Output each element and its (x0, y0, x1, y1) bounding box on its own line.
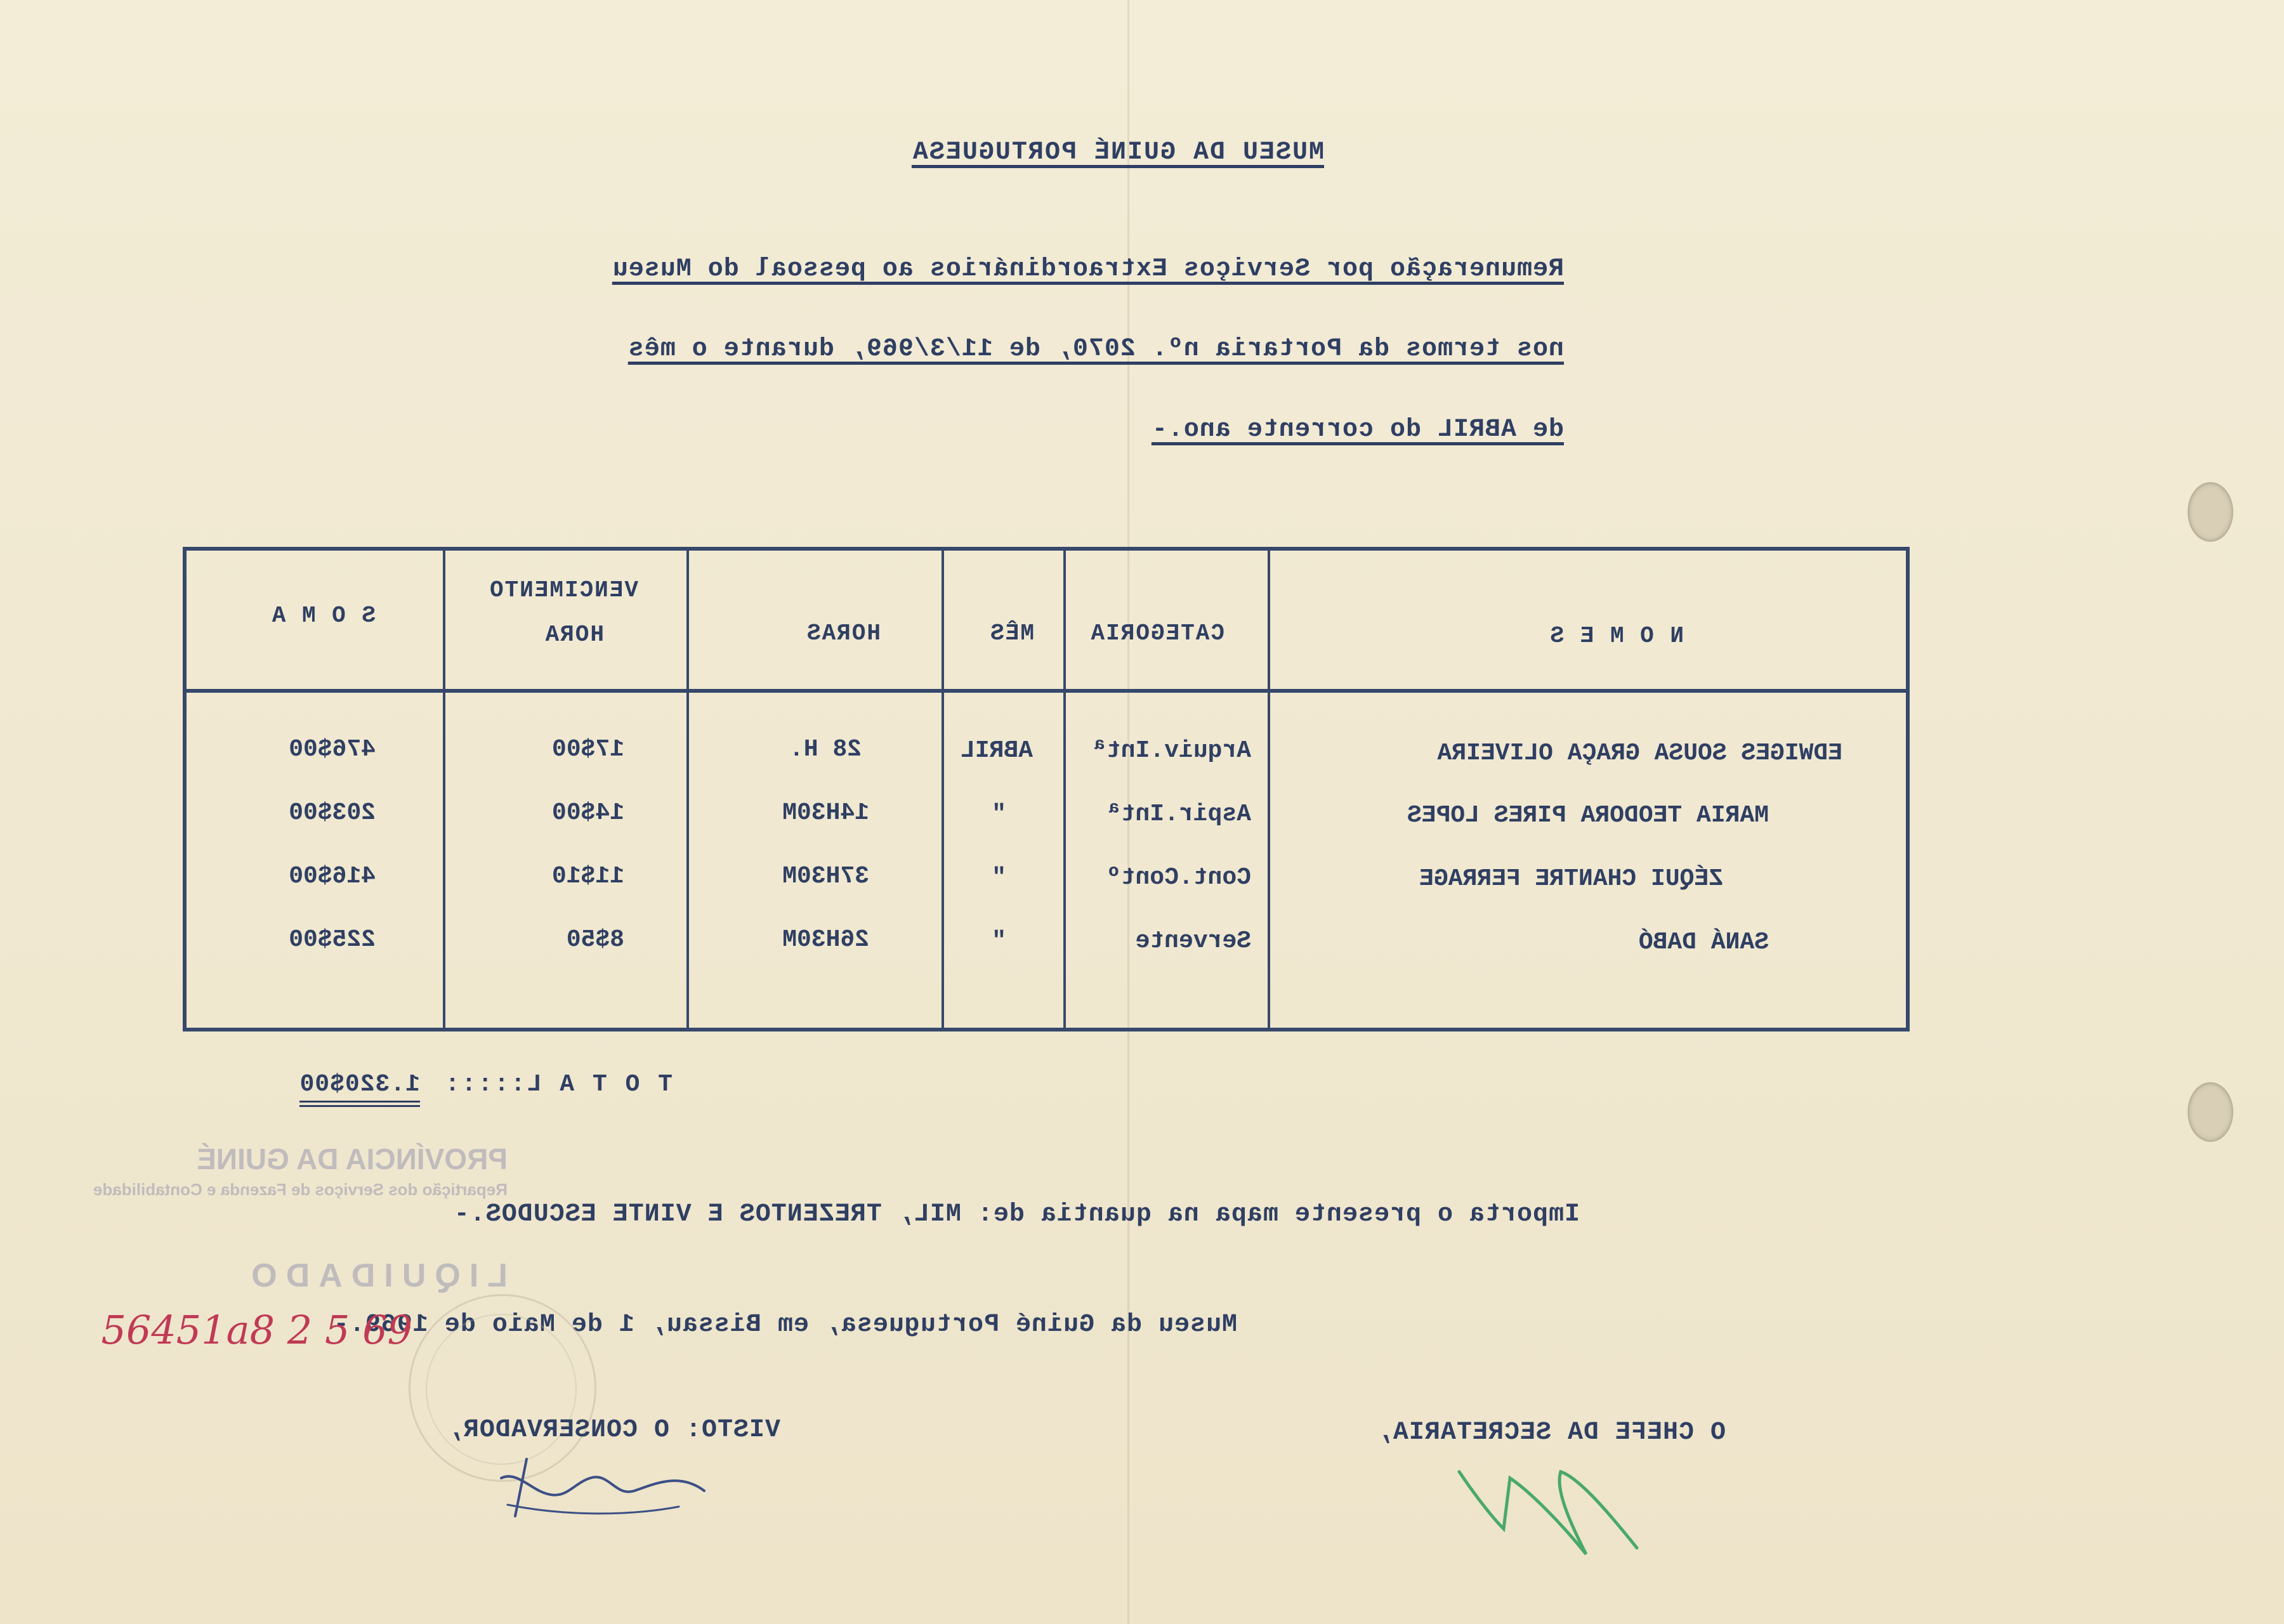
header-horas: HORAS (805, 620, 881, 646)
secretary-label: O CHEFE DA SECRETARIA, (1376, 1418, 1726, 1447)
row-2-categoria: Aspir.Intª (1106, 801, 1251, 828)
row-1-vencimento: 17$00 (551, 736, 624, 763)
fazenda-stamp (93, 1142, 508, 1295)
row-2-vencimento: 14$00 (551, 799, 624, 827)
subject-line-1: Remuneração por Serviços Extraordinários ao pessoal do Museu (612, 255, 1564, 284)
col-divider-1 (1268, 551, 1270, 1028)
subject-line-3: de ABRIL do corrente ano.- (1151, 416, 1564, 444)
row-4-vencimento: 8$50 (566, 926, 624, 953)
row-3-mes: " (992, 864, 1006, 891)
header-vencimento: VENCIMENTO (488, 577, 638, 603)
row-4-soma: 225$00 (289, 926, 376, 953)
row-3-nome: ZÉQUI CHANTRE FERRAGE (1419, 865, 1723, 893)
total-label: T O T A L::::: (443, 1071, 673, 1098)
row-4-nome: SANÁ DABÓ (1638, 929, 1769, 956)
place-date-line: Museu da Guiné Portuguesa, em Bissau, 1 de Maio de 1969.- (332, 1311, 1237, 1339)
row-1-categoria: Arquiv.Intª (1092, 737, 1251, 764)
row-1-horas: 28 H. (789, 736, 862, 763)
row-3-horas: 37H30M (782, 863, 869, 890)
header-soma: S O M A (270, 603, 376, 629)
stamp-line-3: LIQUIDADO (242, 1257, 508, 1294)
col-divider-3 (942, 551, 944, 1028)
header-mes: MÊS (989, 620, 1034, 646)
col-divider-2 (1063, 551, 1066, 1028)
stamp-line-2: Repartição dos Serviços de Fazenda e Contabilidade (93, 1180, 508, 1199)
subject-line-2: nos termos da Portaria nº. 2070, de 11/3/969, durante o mês (627, 335, 1564, 363)
row-1-mes: ABRIL (960, 737, 1033, 764)
row-2-mes: " (992, 801, 1006, 828)
conservator-label: VISTO: O CONSERVADOR, (447, 1416, 780, 1444)
secretary-signature (1447, 1453, 1650, 1567)
col-divider-4 (686, 551, 689, 1028)
row-2-horas: 14H30M (782, 799, 869, 827)
row-3-vencimento: 11$10 (551, 863, 624, 890)
row-4-horas: 26H30M (782, 926, 869, 953)
row-4-categoria: Servente (1135, 927, 1251, 955)
handwritten-reference: 56451a8 2 5 69 (101, 1307, 412, 1353)
staff-table (183, 547, 1910, 1031)
row-1-nome: EDWIGES SOUSA GRAÇA OLIVEIRA (1437, 740, 1842, 767)
page-title: MUSEU DA GUINÉ PORTUGUESA (911, 138, 1324, 167)
stamp-line-1: PROVÍNCIA DA GUINÉ (197, 1143, 508, 1175)
row-3-categoria: Cont.Contº (1106, 864, 1251, 891)
row-3-soma: 416$00 (289, 863, 376, 890)
header-categoria: CATEGORIA (1089, 620, 1224, 646)
row-2-soma: 203$00 (289, 799, 376, 827)
row-4-mes: " (992, 927, 1006, 955)
total-value: 1.320$00 (299, 1071, 420, 1107)
row-2-nome: MARIA TEODORA PIRES LOPES (1407, 802, 1769, 829)
col-divider-5 (443, 551, 445, 1028)
header-vencimento-hora: HORA (544, 622, 604, 648)
header-nomes: N O M E S (1549, 623, 1684, 649)
amount-line: Importa o presente mapa na quantia de: MIL, TREZENTOS E VINTE ESCUDOS.- (453, 1200, 1580, 1229)
row-1-soma: 476$00 (289, 736, 376, 763)
conservator-signature (489, 1446, 717, 1529)
